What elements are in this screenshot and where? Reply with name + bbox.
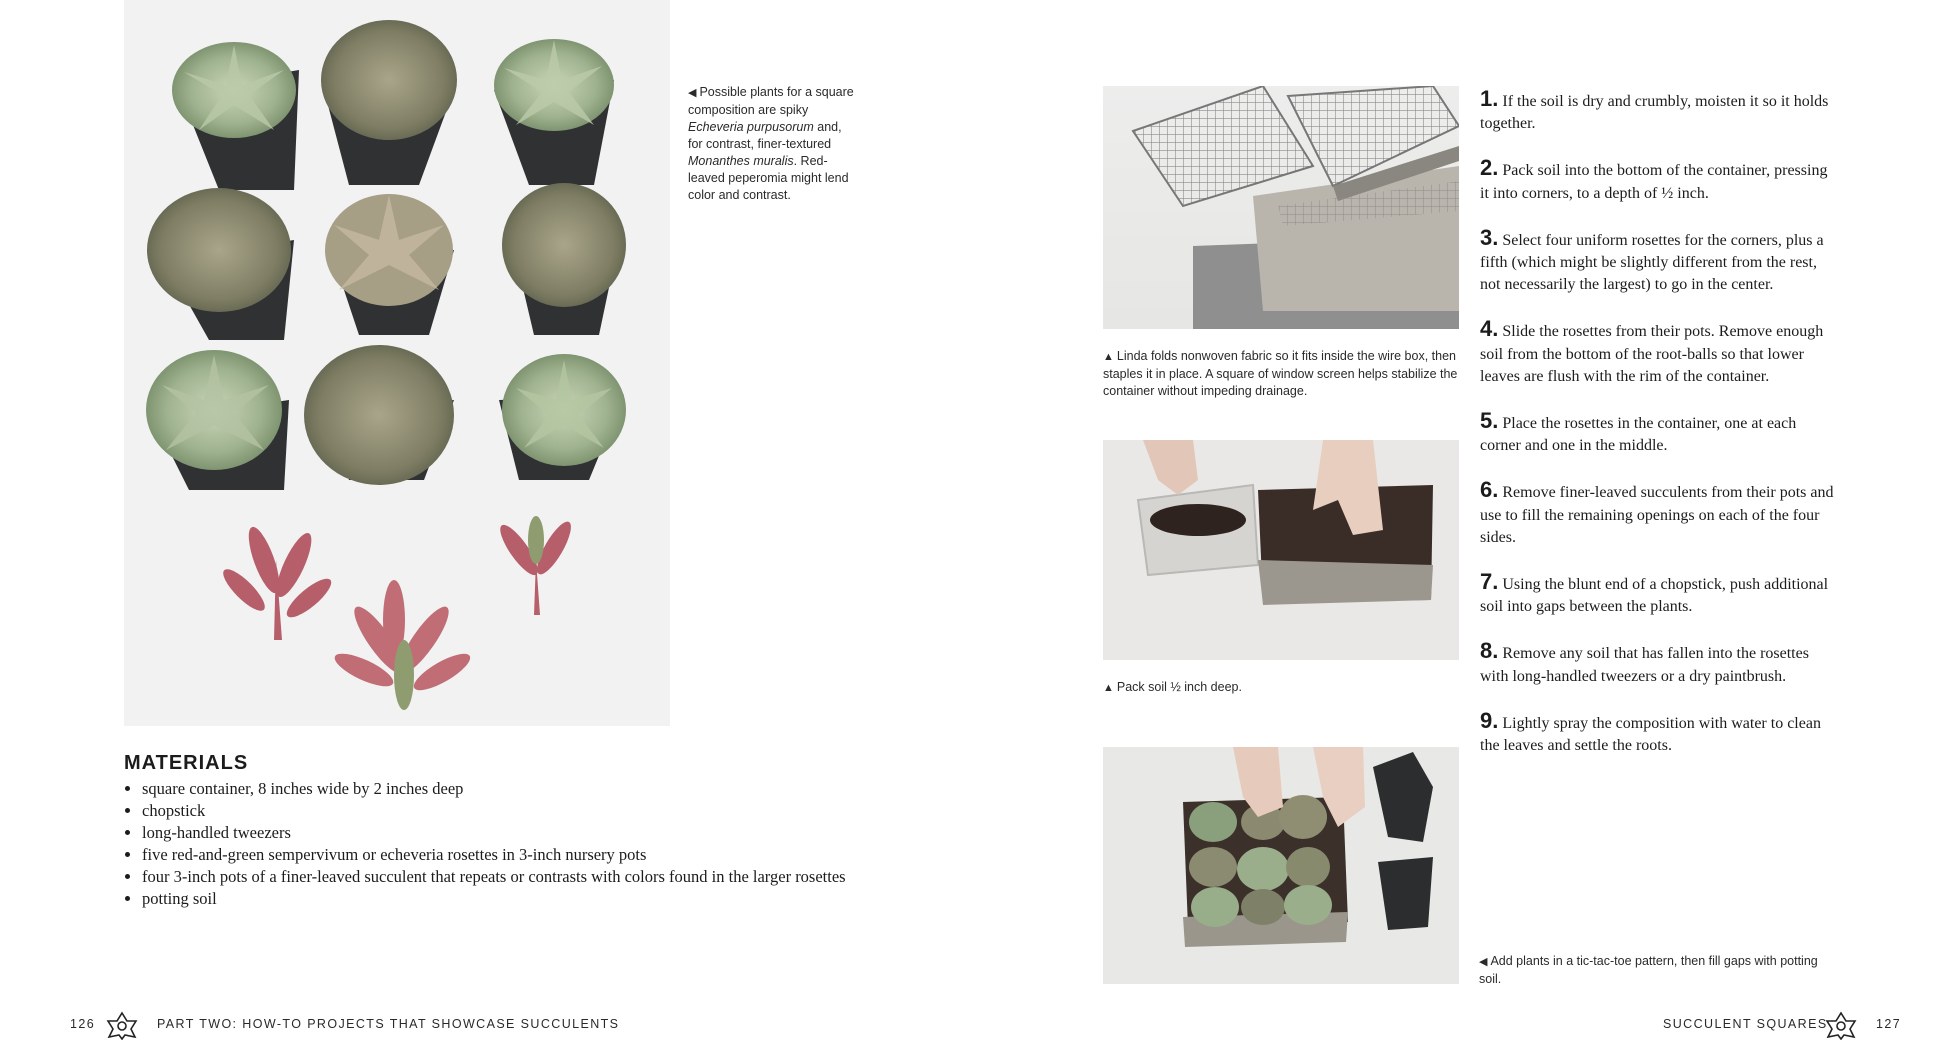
step-4 [1480,318,1840,388]
step-2 [1480,157,1840,204]
caption-species-name: Monanthes muralis [688,154,794,168]
plants-caption [688,84,858,204]
step-text: Pack soil into the bottom of the container, pressing it into corners, to a depth of ½ inch. [1480,162,1828,202]
succulent-plants-photo [124,0,670,726]
step-1 [1480,88,1840,135]
step-text: Remove any soil that has fallen into the rosettes with long-handled tweezers or a dry paintbrush. [1480,645,1809,685]
materials-item: • long-handled tweezers [142,822,882,844]
peperomia-cutting-right [494,516,576,615]
wire-box-caption [1103,348,1463,400]
caption-text: Linda folds nonwoven fabric so it fits inside the wire box, then staples it in place. A square of window screen helps stabilize the container without impeding drainage. [1103,349,1458,398]
peperomia-cutting-center [331,580,475,710]
pot-row3-right [499,354,626,480]
step-text: Select four uniform rosettes for the corners, plus a fifth (which might be slightly different from the rest, not necessarily the largest) to go in the center. [1480,231,1824,294]
pot-row1-left [172,42,299,190]
materials-item: • four 3-inch pots of a finer-leaved succulent that repeats or contrasts with colors found in the larger rosettes [142,866,882,888]
step-3 [1480,224,1840,297]
step-8 [1480,640,1840,687]
pot-row2-left [147,188,294,340]
step-text: Place the rosettes in the container, one at each corner and one in the middle. [1480,415,1797,455]
caption-text: Pack soil ½ inch deep. [1116,680,1242,694]
step-number: 3. [1480,224,1499,250]
step-text: Slide the rosettes from their pots. Remove enough soil from the bottom of the root-balls so that lower leaves are flush with the rim of the container. [1480,323,1824,385]
step-number: 9. [1480,707,1499,733]
step-text: Using the blunt end of a chopstick, push additional soil into gaps between the plants. [1480,576,1829,616]
wire-box-illustration [1103,86,1459,329]
steps-list [1480,88,1840,779]
materials-heading: MATERIALS [124,752,249,774]
materials-item: • square container, 8 inches wide by 2 inches deep [142,778,882,800]
step-number: 7. [1480,569,1499,595]
caption-text: Possible plants for a square composition are spiky [688,85,854,117]
step-text: Lightly spray the composition with water to clean the leaves and settle the roots. [1480,714,1821,755]
step-6 [1480,479,1840,549]
step-number: 5. [1480,408,1499,434]
step-number: 6. [1480,477,1499,503]
pack-soil-caption [1103,679,1463,697]
up-triangle-icon: ▲ [1103,682,1114,694]
caption-text: Add plants in a tic-tac-toe pattern, then fill gaps with potting soil. [1479,954,1818,986]
caption-text: and, for contrast, finer-textured [688,120,842,151]
peperomia-cutting-left [218,524,336,640]
step-number: 1. [1480,86,1499,111]
step-9 [1480,707,1840,757]
page-number-left: 126 [70,1017,96,1031]
succulent-plants-illustration [124,0,670,726]
step-text: If the soil is dry and crumbly, moisten it so it holds together. [1480,93,1829,133]
pack-soil-illustration [1103,440,1459,660]
materials-item: • potting soil [142,888,882,910]
running-footer-left: PART TWO: HOW-TO PROJECTS THAT SHOWCASE SUCCULENTS [157,1017,620,1031]
wire-box-photo [1103,86,1459,329]
pot-row2-middle [325,194,454,335]
left-triangle-icon: ◀ [1479,956,1488,968]
materials-list [124,778,882,910]
step-number: 2. [1480,155,1499,181]
step-number: 4. [1480,316,1499,342]
flower-ornament-icon [1824,1010,1858,1040]
pack-soil-photo [1103,440,1459,660]
pot-row1-right [494,39,614,185]
add-plants-photo [1103,747,1459,984]
step-number: 8. [1480,638,1499,664]
pot-row1-middle [321,20,457,185]
materials-item: • five red-and-green sempervivum or echeveria rosettes in 3-inch nursery pots [142,844,882,866]
pot-row3-middle [304,345,454,485]
left-triangle-icon: ◀ [688,87,697,99]
materials-item: • chopstick [142,800,882,822]
add-plants-illustration [1103,747,1459,984]
page-number-right: 127 [1876,1017,1902,1031]
flower-ornament-icon [105,1010,139,1040]
caption-species-name: Echeveria purpusorum [688,120,814,134]
pot-row3-left [146,350,289,490]
pot-row2-right [502,183,626,335]
running-footer-right: SUCCULENT SQUARES [1663,1017,1828,1031]
up-triangle-icon: ▲ [1103,351,1114,363]
step-7 [1480,571,1840,618]
step-5 [1480,410,1840,457]
add-plants-caption [1479,953,1819,988]
caption-text: . Red-leaved peperomia might lend color and contrast. [688,154,849,202]
step-text: Remove finer-leaved succulents from their pots and use to fill the remaining openings on each of the four sides. [1480,484,1834,546]
